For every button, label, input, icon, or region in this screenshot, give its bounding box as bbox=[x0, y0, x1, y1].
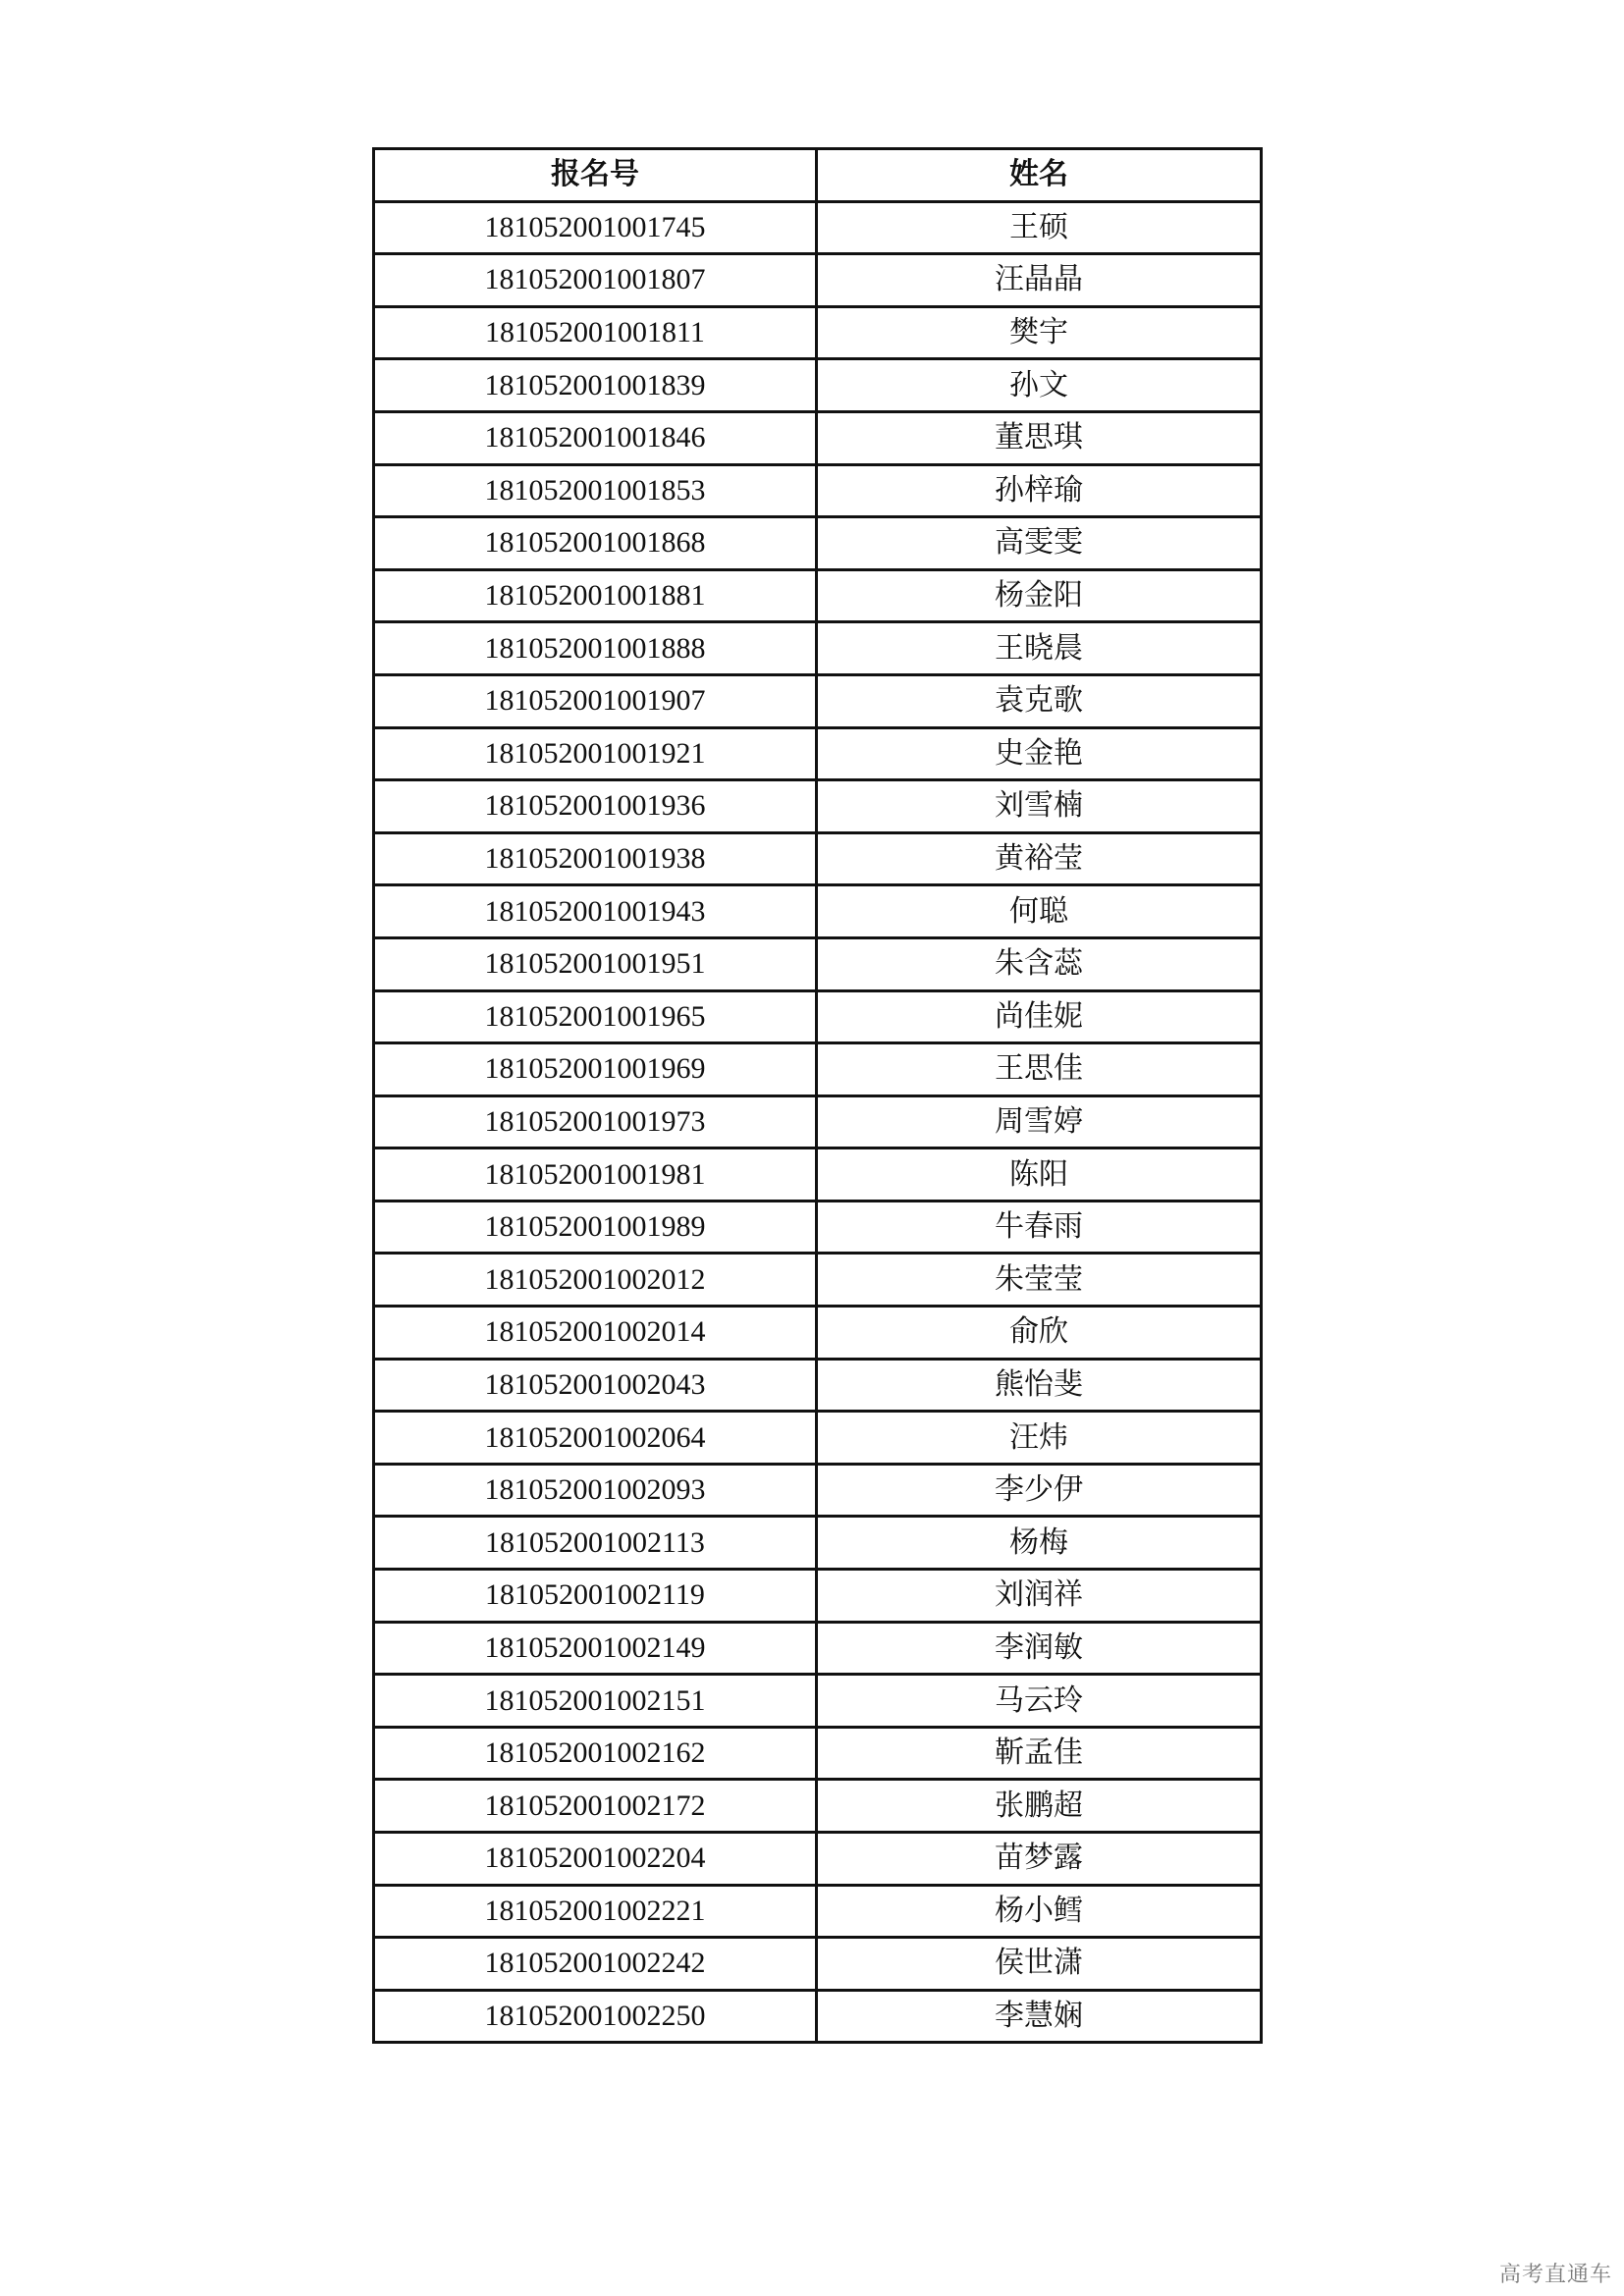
table-row bbox=[374, 1517, 1262, 1570]
reg-no-cell: 181052001002162 bbox=[374, 1727, 817, 1780]
table-row bbox=[374, 1990, 1262, 2043]
name-cell: 王思佳 bbox=[817, 1043, 1262, 1096]
name-cell: 杨小鳕 bbox=[817, 1885, 1262, 1938]
name-cell: 高雯雯 bbox=[817, 517, 1262, 570]
name-cell: 董思琪 bbox=[817, 411, 1262, 464]
reg-no-cell: 181052001002250 bbox=[374, 1990, 817, 2043]
name-cell: 靳孟佳 bbox=[817, 1727, 1262, 1780]
reg-no-cell: 181052001001938 bbox=[374, 832, 817, 885]
table-row bbox=[374, 885, 1262, 938]
name-cell: 汪晶晶 bbox=[817, 254, 1262, 307]
name-cell: 陈阳 bbox=[817, 1148, 1262, 1201]
table-row bbox=[374, 1464, 1262, 1517]
reg-no-cell: 181052001002113 bbox=[374, 1517, 817, 1570]
reg-no-cell: 181052001001811 bbox=[374, 306, 817, 359]
reg-no-cell: 181052001001951 bbox=[374, 937, 817, 990]
reg-no-cell: 181052001001807 bbox=[374, 254, 817, 307]
reg-no-cell: 181052001001936 bbox=[374, 780, 817, 833]
reg-no-cell: 181052001002064 bbox=[374, 1412, 817, 1465]
table-row bbox=[374, 674, 1262, 727]
table-header bbox=[374, 149, 1262, 202]
table-row bbox=[374, 1833, 1262, 1886]
reg-no-cell: 181052001001973 bbox=[374, 1095, 817, 1148]
name-cell: 周雪婷 bbox=[817, 1095, 1262, 1148]
name-cell: 牛春雨 bbox=[817, 1201, 1262, 1254]
table-row bbox=[374, 1412, 1262, 1465]
table-row bbox=[374, 832, 1262, 885]
reg-no-cell: 181052001002172 bbox=[374, 1780, 817, 1833]
name-cell: 孙梓瑜 bbox=[817, 464, 1262, 517]
name-cell: 俞欣 bbox=[817, 1307, 1262, 1360]
name-cell: 朱含蕊 bbox=[817, 937, 1262, 990]
reg-no-cell: 181052001001969 bbox=[374, 1043, 817, 1096]
reg-no-cell: 181052001001965 bbox=[374, 990, 817, 1043]
header-row bbox=[374, 149, 1262, 202]
name-cell: 张鹏超 bbox=[817, 1780, 1262, 1833]
reg-no-cell: 181052001001839 bbox=[374, 359, 817, 412]
table-row bbox=[374, 1885, 1262, 1938]
reg-no-cell: 181052001001868 bbox=[374, 517, 817, 570]
table-row bbox=[374, 569, 1262, 622]
name-cell: 刘润祥 bbox=[817, 1570, 1262, 1623]
name-cell: 苗梦露 bbox=[817, 1833, 1262, 1886]
reg-no-cell: 181052001001745 bbox=[374, 201, 817, 254]
table-row bbox=[374, 1780, 1262, 1833]
table-row bbox=[374, 306, 1262, 359]
name-cell: 李润敏 bbox=[817, 1622, 1262, 1675]
watermark-text: 高考直通车 bbox=[1498, 2263, 1612, 2287]
name-cell: 黄裕莹 bbox=[817, 832, 1262, 885]
reg-no-cell: 181052001001907 bbox=[374, 674, 817, 727]
name-cell: 袁克歌 bbox=[817, 674, 1262, 727]
name-cell: 何聪 bbox=[817, 885, 1262, 938]
name-cell: 刘雪楠 bbox=[817, 780, 1262, 833]
table-row bbox=[374, 780, 1262, 833]
reg-no-cell: 181052001001981 bbox=[374, 1148, 817, 1201]
table-row bbox=[374, 1043, 1262, 1096]
admission-roster-table bbox=[372, 147, 1263, 2044]
table-row bbox=[374, 517, 1262, 570]
name-cell: 侯世潇 bbox=[817, 1938, 1262, 1991]
reg-no-cell: 181052001002221 bbox=[374, 1885, 817, 1938]
reg-no-cell: 181052001001921 bbox=[374, 727, 817, 780]
name-cell: 王晓晨 bbox=[817, 622, 1262, 675]
table-row bbox=[374, 1201, 1262, 1254]
reg-no-cell: 181052001001881 bbox=[374, 569, 817, 622]
table-row bbox=[374, 1727, 1262, 1780]
name-cell: 李少伊 bbox=[817, 1464, 1262, 1517]
table-row bbox=[374, 464, 1262, 517]
table-row bbox=[374, 359, 1262, 412]
reg-no-cell: 181052001001846 bbox=[374, 411, 817, 464]
table-body bbox=[374, 201, 1262, 2043]
name-cell: 王硕 bbox=[817, 201, 1262, 254]
name-cell: 孙文 bbox=[817, 359, 1262, 412]
reg-no-cell: 181052001001989 bbox=[374, 1201, 817, 1254]
table-row bbox=[374, 1938, 1262, 1991]
name-cell: 熊怡斐 bbox=[817, 1359, 1262, 1412]
table-row bbox=[374, 1675, 1262, 1728]
table-row bbox=[374, 254, 1262, 307]
reg-no-cell: 181052001002012 bbox=[374, 1254, 817, 1307]
reg-no-cell: 181052001002093 bbox=[374, 1464, 817, 1517]
table-row bbox=[374, 937, 1262, 990]
table-row bbox=[374, 1570, 1262, 1623]
table-row bbox=[374, 990, 1262, 1043]
reg-no-cell: 181052001001853 bbox=[374, 464, 817, 517]
column-header-reg-no: 报名号 bbox=[374, 149, 817, 202]
table-row bbox=[374, 1095, 1262, 1148]
reg-no-cell: 181052001001888 bbox=[374, 622, 817, 675]
name-cell: 樊宇 bbox=[817, 306, 1262, 359]
name-cell: 马云玲 bbox=[817, 1675, 1262, 1728]
table-row bbox=[374, 1254, 1262, 1307]
table-row bbox=[374, 727, 1262, 780]
name-cell: 杨梅 bbox=[817, 1517, 1262, 1570]
reg-no-cell: 181052001002242 bbox=[374, 1938, 817, 1991]
name-cell: 朱莹莹 bbox=[817, 1254, 1262, 1307]
reg-no-cell: 181052001002014 bbox=[374, 1307, 817, 1360]
table-row bbox=[374, 411, 1262, 464]
table-row bbox=[374, 1359, 1262, 1412]
table-row bbox=[374, 1148, 1262, 1201]
name-cell: 史金艳 bbox=[817, 727, 1262, 780]
table-row bbox=[374, 1622, 1262, 1675]
reg-no-cell: 181052001002204 bbox=[374, 1833, 817, 1886]
reg-no-cell: 181052001002151 bbox=[374, 1675, 817, 1728]
reg-no-cell: 181052001002149 bbox=[374, 1622, 817, 1675]
name-cell: 汪炜 bbox=[817, 1412, 1262, 1465]
table-row bbox=[374, 201, 1262, 254]
table-row bbox=[374, 622, 1262, 675]
name-cell: 李慧娴 bbox=[817, 1990, 1262, 2043]
table-row bbox=[374, 1307, 1262, 1360]
reg-no-cell: 181052001001943 bbox=[374, 885, 817, 938]
reg-no-cell: 181052001002043 bbox=[374, 1359, 817, 1412]
column-header-name: 姓名 bbox=[817, 149, 1262, 202]
name-cell: 尚佳妮 bbox=[817, 990, 1262, 1043]
name-cell: 杨金阳 bbox=[817, 569, 1262, 622]
reg-no-cell: 181052001002119 bbox=[374, 1570, 817, 1623]
